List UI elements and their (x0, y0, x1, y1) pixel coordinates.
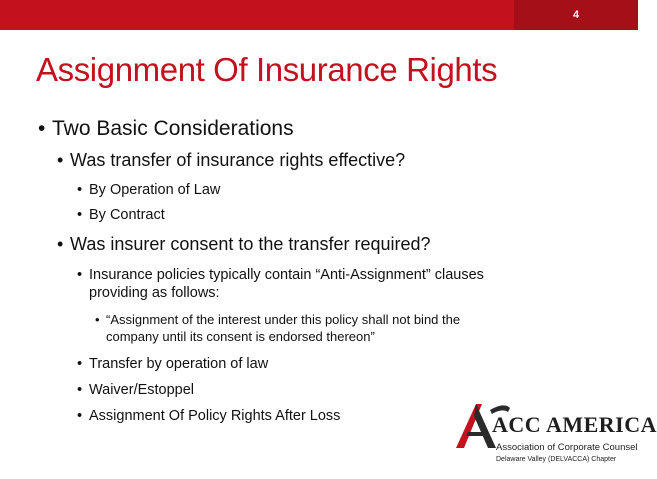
bullet-text: Waiver/Estoppel (89, 382, 195, 398)
bullet-level2 (57, 150, 406, 171)
bullet-text: Transfer by operation of law (89, 356, 269, 372)
bullet-text: Insurance policies typically contain “Anti-Assignment” clauses (89, 267, 484, 283)
bullet-level2 (57, 234, 431, 255)
slide-number: 4 (514, 0, 638, 30)
bullet-dot-icon: • (77, 207, 83, 223)
logo-wordmark: ACC AMERICA (492, 412, 657, 437)
bullet-level3 (77, 267, 484, 284)
bullet-text: “Assignment of the interest under this policy shall not bind the (106, 312, 461, 327)
bullet-dot-icon: • (77, 267, 83, 283)
bullet-dot-icon: • (77, 356, 83, 372)
slide-title: Assignment Of Insurance Rights (36, 51, 498, 88)
bullet-dot-icon: • (95, 312, 100, 327)
bullet-text: providing as follows: (89, 285, 220, 301)
logo-chapter: Delaware Valley (DELVACCA) Chapter (496, 456, 617, 463)
logo-subtitle: Association of Corporate Counsel (496, 442, 638, 453)
bullet-dot-icon: • (57, 150, 64, 170)
bullet-continuation (106, 330, 375, 345)
bullet-dot-icon: • (77, 408, 83, 424)
bullet-dot-icon: • (57, 234, 64, 254)
acc-america-logo (452, 398, 657, 478)
bullet-level3 (77, 408, 341, 425)
bullet-dot-icon: • (77, 382, 83, 398)
bullet-text: Was insurer consent to the transfer required? (70, 234, 431, 254)
bullet-text: Two Basic Considerations (52, 117, 294, 140)
bullet-text: Was transfer of insurance rights effective? (70, 150, 406, 170)
bullet-level1 (38, 117, 294, 141)
bullet-text: By Contract (89, 207, 165, 223)
bullet-level4 (95, 312, 461, 328)
bullet-text: By Operation of Law (89, 182, 221, 198)
bullet-dot-icon: • (77, 182, 83, 198)
bullet-level3 (77, 356, 269, 373)
bullet-level3 (77, 207, 165, 224)
bullet-level3 (77, 182, 221, 199)
bullet-continuation (89, 285, 220, 302)
bullet-dot-icon: • (38, 117, 46, 140)
bullet-text: Assignment Of Policy Rights After Loss (89, 408, 341, 424)
bullet-text: company until its consent is endorsed thereon” (106, 329, 375, 344)
bullet-level3 (77, 382, 195, 399)
